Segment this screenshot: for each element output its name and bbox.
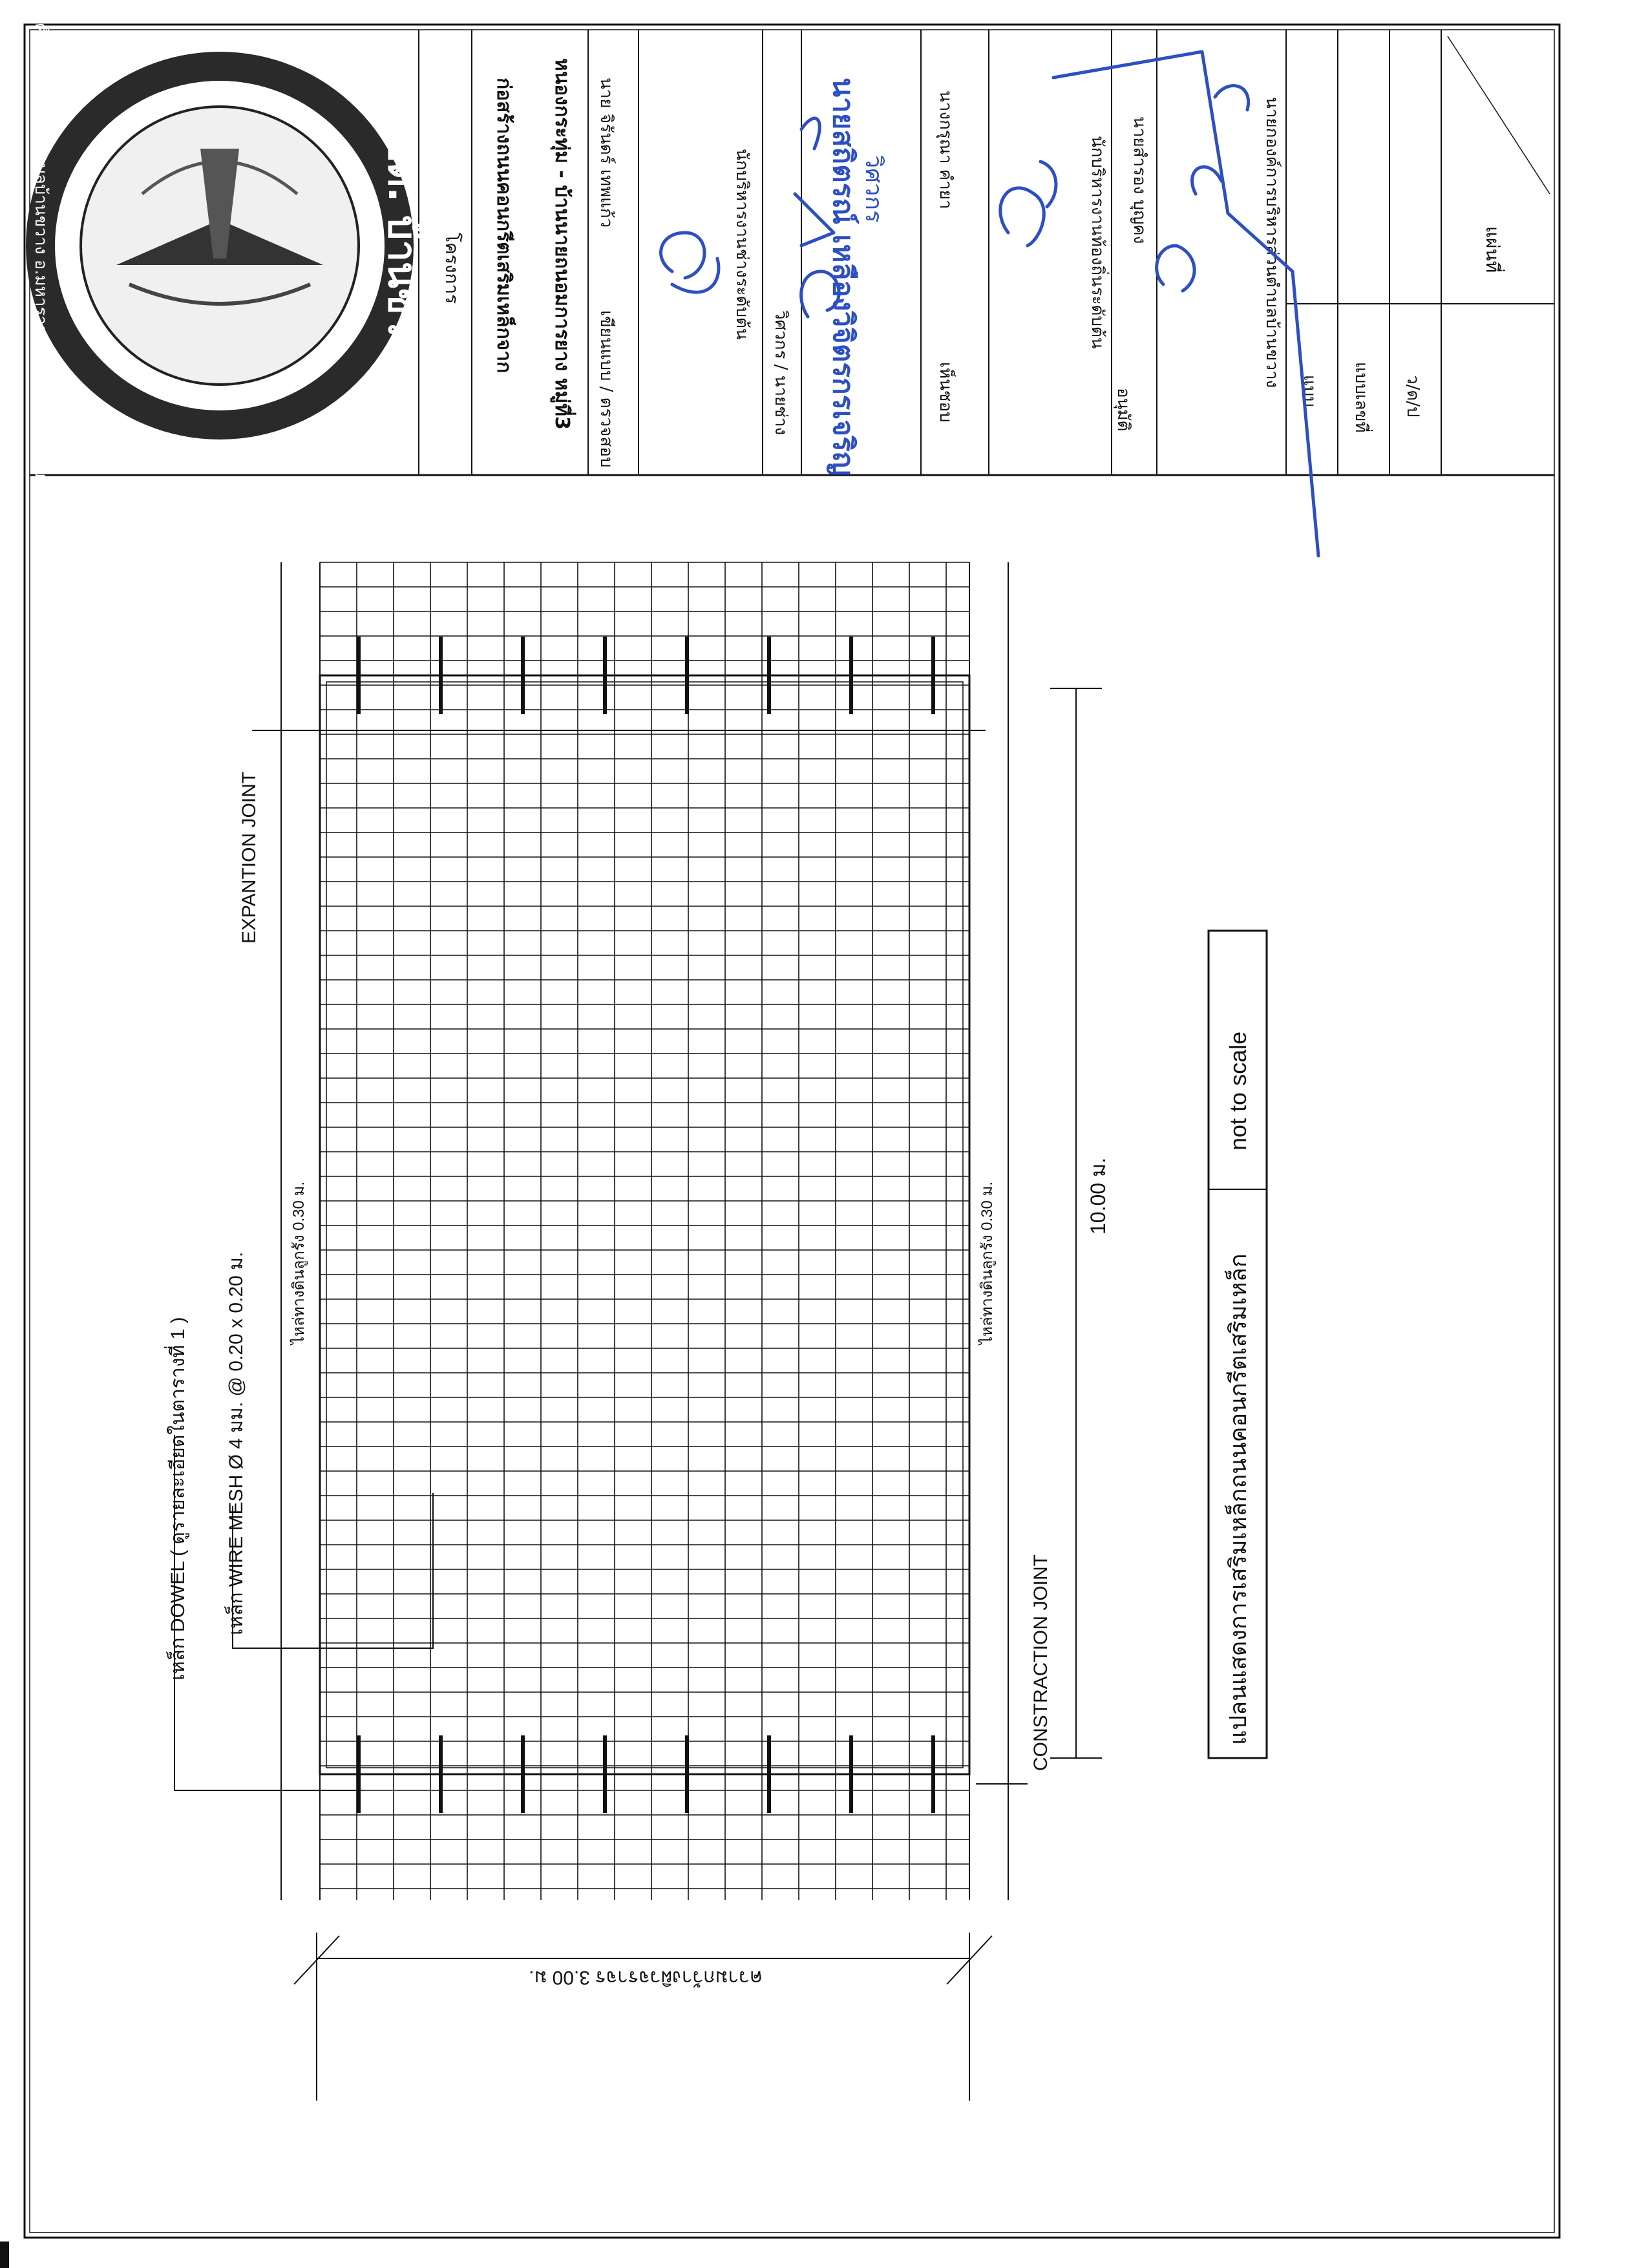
logo-emblem [26,4,425,487]
form-label: แบบ [1300,375,1319,407]
designer-signature [661,233,719,292]
mesh-leader [233,1493,433,1648]
plan-title: แปลนแสดงการเสริมเหล็กถนนคอนกรีตเสริมเหล็ก [1225,1253,1251,1745]
wire-mesh-grid [320,562,969,1900]
project-label: โครงการ [441,233,463,304]
scan-edge-mark [0,2242,9,2268]
dowel-bars [359,637,933,1813]
engineer-role: วิศวกร / นายช่าง [771,310,790,436]
designer-role: เขียนแบบ / ตรวจสอบ [597,310,616,468]
designer-name: นาย จิรันดร์ เทพแก้ว [597,78,616,228]
contraction-joint-label: CONSTRACTION JOINT [1030,1554,1051,1771]
dowel-leader [174,1435,362,1790]
slab-panel-inner [326,682,963,1768]
shoulder-bottom-label: ไหล่ทางดินลูกรัง 0.30 ม. [978,1182,996,1344]
approver-name: นายสำรอง บุญคง [1130,116,1149,244]
sheet-label: แผ่นที่ [1482,226,1503,273]
scale-note: not to scale [1225,1031,1251,1150]
shoulder-top-label: ไหล่ทางดินลูกรัง 0.30 ม. [290,1182,308,1344]
width-dimension-label: ความกว้างผิวจราจร 3.00 ม. [529,1967,763,1988]
expansion-joint-label: EXPANTION JOINT [238,771,260,944]
designer-position: นักบริหารงานช่างระดับต้น [732,149,752,340]
approver-position: นายกองค์การบริหารส่วนตำบลบ้านขวาง [1262,97,1282,388]
reviewer-signature [1000,162,1056,246]
date-label: ว/ด/ป [1403,375,1422,418]
dowel-label: เหล็ก DOWEL ( ดูรายละเอียดในตารางที่ 1 ) [167,1317,189,1680]
project-line2: หนองกระทุ่ม - บ้านนายถนอมการยาง หมู่ที่3 [551,58,573,430]
reviewer-role: เห็นชอบ [936,362,955,423]
form-number-label: แบบเลขที่ [1351,362,1371,433]
engineer-stamp-sub: วิศวกร [860,155,887,223]
logo-text-ring: องค์การบริหารส่วนตำบลบ้านขวาง อ.มหาราช จ.พระนครศรีอยุธยา [31,4,50,487]
project-line1: ก่อสร้างถนนคอนกรีตเสริมเหล็กจาก [492,78,515,374]
logo-text-top: อบต. บ้านขวาง [379,114,425,377]
engineer-stamp: นายสถิตรณ์ เหลืองวิจิตรกรเจริญ [827,78,860,476]
reviewer-position: นักบริหารงานท้องถิ่นระดับต้น [1088,136,1107,349]
plan-drawing [174,562,1267,2101]
reviewer-name: นางกรุณา คำยา [936,90,955,209]
length-dimension-label: 10.00 ม. [1086,1158,1110,1235]
approver-signature-tail [1215,86,1249,110]
approver-role: อนุมัติ [1114,388,1133,432]
mesh-label: เหล็ก WIRE MESH Ø 4 มม. @ 0.20 x 0.20 ม. [226,1251,247,1635]
